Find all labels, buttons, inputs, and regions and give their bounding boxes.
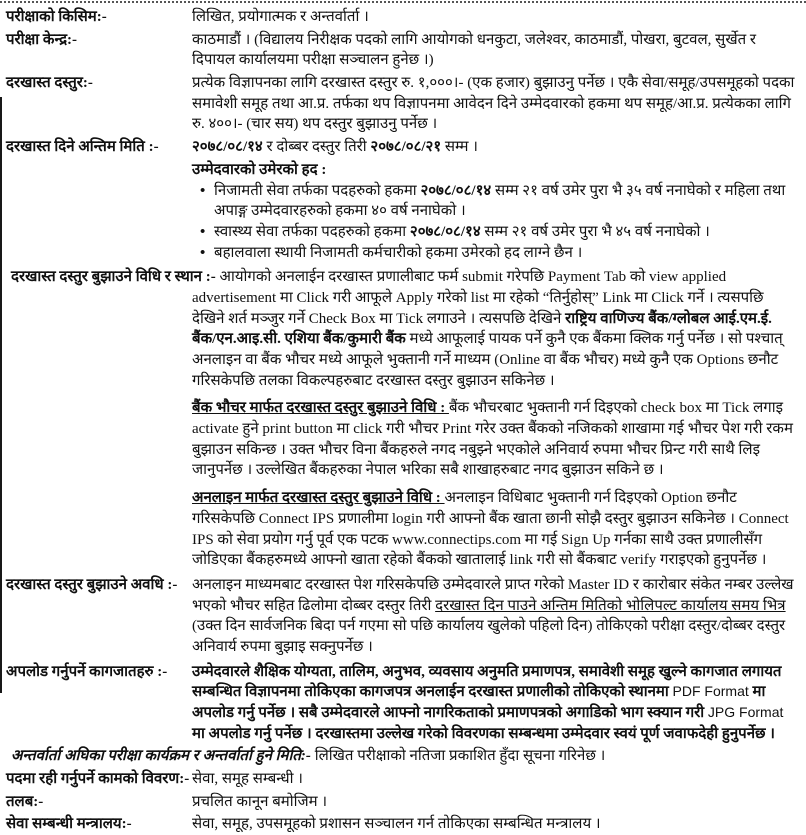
row-payment-period xyxy=(6,575,796,658)
row-ministry xyxy=(6,814,796,835)
age-limit-bullet-2 xyxy=(214,222,796,243)
bullet-2-text: स्वास्थ्य सेवा तर्फका पदहरुको हकमा xyxy=(214,223,410,240)
interview-date-label: अन्तर्वार्ता अघिका परीक्षा कार्यक्रम र अन्तर्वार्ता हुने मिति:- xyxy=(11,748,315,765)
bullet-1-text: निजामती सेवा तर्फका पदहरुको हकमा xyxy=(214,182,421,199)
payment-method-label: दरखास्त दस्तुर बुझाउने विधि र स्थान :- xyxy=(11,269,220,286)
deadline-value xyxy=(192,137,796,158)
job-duty-label: पदमा रही गर्नुपर्ने कामको विवरण:- xyxy=(6,771,190,788)
salary-value: प्रचलित कानून बमोजिम । xyxy=(192,793,328,810)
upload-doc-text-2: मा अपलोड गर्नु पर्नेछ । सबै उम्मेदवारले आफ्नो नागरिकताको प्रमाणपत्रको अगाडिको भाग स्क्यान गरी xyxy=(192,684,766,721)
voucher-method-body: बैंक भौचरबाट भुक्तानी गर्न दिइएको check box मा Tick लगाइ activate हुने print button मा click गरी भौचर Print गरेर उक्त बैंकको नजिकको शाखामा गई भौचर पेश गरी रकम बुझाउन सकिन्छ । उक्त भौचर विना बैंकहरुले नगद नबुझ्ने भएकोले अनिवार्य रुपमा भौचर प्रिन्ट गरी साथै लिइ जानुपर्नेछ । उल्लेखित बैंकहरुका नेपाल भरिका सबै शाखाहरुबाट नगद बुझाउन सकिने छ । xyxy=(192,400,793,479)
exam-center-value: काठमाडौं । (विद्यालय निरीक्षक पदको लागि आयोगको धनकुटा, जलेश्वर, काठमाडौं, पोखरा, बुटवल, सुर्खेत र दिपायल कार्यालयमा परीक्षा सञ्चालन हुनेछ ।) xyxy=(192,31,757,69)
deadline-label: दरखास्त दिने अन्तिम मिति :- xyxy=(6,139,159,156)
online-method-paragraph xyxy=(192,488,796,571)
row-exam-center xyxy=(6,30,796,71)
bullet-icon: • xyxy=(200,182,206,199)
application-fee-value: प्रत्येक विज्ञापनका लागि दरखास्त दस्तुर रु. १,०००।- (एक हजार) बुझाउनु पर्नेछ । एकै सेवा/समूह/उपसमूहको पदका समावेशी समूह तथा आ.प्र. तर्फका थप विज्ञापनमा आवेदन दिने उम्मेदवारको हकमा थप समूह/आ.प्र. प्रत्येकका लागि रु. ४००।- (चार सय) थप दस्तुर बुझाउनु पर्नेछ । xyxy=(192,75,795,133)
pdf-format-text: PDF Format xyxy=(672,683,749,700)
row-upload-documents xyxy=(6,662,796,745)
upload-documents-value xyxy=(192,662,796,745)
deadline-date-1: २०७८/०८/१४ xyxy=(192,139,263,156)
row-salary xyxy=(6,792,796,813)
bullet-1-text-post: सम्म २१ वर्ष उमेर पुरा भै ३५ वर्ष ननाघेको र महिला तथा अपाङ्ग उम्मेदवारहरुको हकमा ४० वर्ष ननाघेको । xyxy=(214,182,786,220)
exam-center-label: परीक्षा केन्द्र:- xyxy=(6,31,78,48)
upload-doc-text-3: मा अपलोड गर्नु पर्नेछ । दरखास्तमा उल्लेख गरेको विवरणका सम्बन्धमा उम्मेदवार स्वयं पूर्ण जवाफदेही हुनुपर्नेछ । xyxy=(192,725,775,742)
row-exam-type xyxy=(6,7,796,28)
list-item xyxy=(200,222,796,243)
upload-documents-label: अपलोड गर्नुपर्ने कागजातहरु :- xyxy=(6,663,168,680)
bullet-2-text-post: सम्म २१ वर्ष उमेर पुरा भै ४५ वर्ष ननाघेको । xyxy=(480,223,710,240)
age-limit-heading: उम्मेदवारको उमेरको हद : xyxy=(192,161,327,178)
salary-label: तलब:- xyxy=(6,793,44,810)
top-dotted-divider xyxy=(0,1,806,3)
age-limit-list xyxy=(200,181,796,264)
row-deadline xyxy=(6,137,796,158)
payment-period-pre: अनलाइन माध्यमबाट दरखास्त पेश गरिसकेपछि उम्मेदवारले प्राप्त गरेको Master ID र कारोबार संकेत नम्बर उल्लेख भएको भौचर सहित ढिलोमा दोब्बर दस्तुर तिरी xyxy=(192,576,794,614)
bullet-icon: • xyxy=(200,223,206,240)
deadline-after-text: सम्म । xyxy=(441,139,478,156)
upload-doc-text-1: उम्मेदवारले शैक्षिक योग्यता, तालिम, अनुभव, व्यवसाय अनुमति प्रमाणपत्र, समावेशी समूह खुल्ने कागजात लगायत सम्बन्धित विज्ञापनमा तोकिएका कागजपत्र अनलाईन दरखास्त प्रणालीको तोकिएको स्थानमा xyxy=(192,663,782,701)
payment-period-label: दरखास्त दस्तुर बुझाउने अवधि :- xyxy=(6,576,178,593)
jpg-format-text: JPG Format xyxy=(707,704,784,720)
row-interview-date xyxy=(6,746,796,767)
bullet-icon: • xyxy=(200,244,206,261)
deadline-date-2: २०७८/०८/२१ xyxy=(370,139,442,156)
voucher-method-paragraph xyxy=(192,398,796,481)
exam-type-value: लिखित, प्रयोगात्मक र अन्तर्वार्ता । xyxy=(192,9,369,25)
payment-period-post: (उक्त दिन सार्वजनिक बिदा पर्न गएमा सो पछि कार्यालय खुलेको पहिलो दिन) तोकिएको परीक्षा दस्तुर/दोब्बर दस्तुर अनिवार्य रुपमा बुझाइ सक्नुपर्नेछ । xyxy=(192,618,786,655)
payment-period-underlined: दरखास्त दिन पाउने अन्तिम मितिको भोलिपल्ट कार्यालय समय भित्र xyxy=(435,597,786,614)
bullet-2-date: २०७८/०८/१४ xyxy=(409,223,481,240)
online-method-heading: अनलाइन मार्फत दरखास्त दस्तुर बुझाउने विधि : xyxy=(192,490,445,507)
list-item xyxy=(200,181,796,222)
ministry-value: सेवा, समूह, उपसमूहको प्रशासन सञ्चालन गर्न तोकिएका सम्बन्धित मन्त्रालय । xyxy=(192,816,601,833)
row-payment-method xyxy=(6,267,796,391)
deadline-between-text: र दोब्बर दस्तुर तिरी xyxy=(262,139,371,156)
row-application-fee xyxy=(6,73,796,135)
payment-method-banks: राष्ट्रिय वाणिज्य बैंक/ग्लोबल आई.एम.ई. बैंक/एन.आइ.सी. एशिया बैंक/कुमारी बैंक xyxy=(192,310,772,348)
payment-method-intro: आयोगको अनलाईन दरखास्त प्रणालीबाट फर्म submit गरेपछि Payment Tab को view applied advertisement मा Click गरी आफूले Apply गरेको list मा रहेको “तिर्नुहोस्” Link मा Click गर्ने । त्यसपछि देखिने शर्त मञ्जुर गर्ने Check Box मा Tick लगाउने । त्यसपछि देखिने xyxy=(192,269,764,327)
row-job-duty xyxy=(6,769,796,790)
interview-date-value: लिखित परीक्षाको नतिजा प्रकाशित हुँदा सूचना गरिनेछ । xyxy=(314,748,606,765)
age-limit-bullet-3: बहालवाला स्थायी निजामती कर्मचारीको हकमा उमेरको हद लाग्ने छैन । xyxy=(214,244,583,261)
job-duty-value: सेवा, समूह सम्बन्धी । xyxy=(192,771,303,788)
bullet-1-date: २०७८/०८/१४ xyxy=(420,182,492,199)
exam-type-label: परीक्षाको किसिम:- xyxy=(6,9,107,25)
list-item xyxy=(200,243,796,264)
age-limit-bullet-1 xyxy=(214,181,796,222)
voucher-method-heading: बैंक भौचर मार्फत दरखास्त दस्तुर बुझाउने विधि : xyxy=(192,400,449,417)
payment-method-intro-post: मध्ये आफूलाई पायक पर्ने कुनै एक बैंकमा क्लिक गर्नु पर्नेछ । सो पश्चात् अनलाइन वा बैंक भौचर मध्ये आफूले भुक्तानी गर्ने माध्यम (Online वा बैंक भौचर) मध्ये कुनै एक Options छनौट गरिसकेपछि तलका विकल्पहरुबाट दरखास्त दस्तुर बुझाउन सकिनेछ । xyxy=(192,331,783,389)
left-table-border xyxy=(0,97,2,693)
ministry-label: सेवा सम्बन्धी मन्त्रालय:- xyxy=(6,816,132,833)
payment-period-value xyxy=(192,575,796,658)
application-fee-label: दरखास्त दस्तुर:- xyxy=(6,75,93,92)
online-method-body: अनलाइन विधिबाट भुक्तानी गर्न दिइएको Option छनौट गरिसकेपछि Connect IPS प्रणालीमा login गरी आफ्नो बैंक खाता छानी सोझै दस्तुर बुझाउन सकिनेछ । Connect IPS को सेवा प्रयोग गर्नु पूर्व एक पटक www.connectips.com मा गई Sign Up गर्नका साथै उक्त प्रणालीसँग जोडिएका बैंकहरुमध्ये आफ्नो खाता रहेको बैंकको खातालाई link गरी सो बैंकबाट verify गराइएको हुनुपर्नेछ । xyxy=(192,490,789,569)
